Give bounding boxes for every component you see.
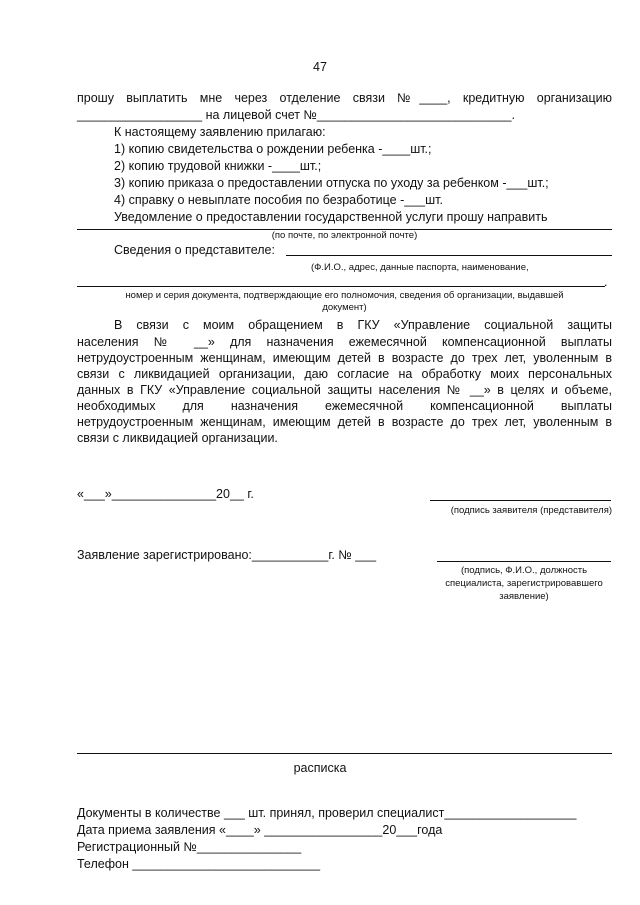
consent-line-5: данных в ГКУ «Управление социальной защиты населения № __» в целях и объеме, — [77, 383, 612, 397]
consent-line-4: связи с ликвидацией организации, даю согласие на обработку моих персональных — [77, 367, 612, 381]
opening-line-2: __________________ на лицевой счет №____________________________. — [77, 108, 515, 122]
registration-text: Заявление зарегистрировано:___________г. № ___ — [77, 548, 377, 562]
specialist-caption-2: специалиста, зарегистрировавшего — [445, 578, 603, 589]
receipt-divider — [77, 753, 612, 754]
specialist-caption-1: (подпись, Ф.И.О., должность — [460, 565, 588, 576]
specialist-signature-line — [437, 561, 611, 562]
consent-line-6: необходимых для назначения ежемесячной компенсационной выплаты — [77, 399, 612, 413]
representative-hint-3: документ) — [322, 302, 367, 313]
receipt-line-2: Дата приема заявления «____» _________________20___года — [77, 823, 443, 837]
representative-dot: . — [604, 275, 608, 289]
consent-line-7: нетрудоустроенным женщинам, имеющим детей в возрасте до трех лет, уволенным в — [77, 415, 612, 429]
opening-line-1: прошу выплатить мне через отделение связи №____, кредитную организацию — [77, 91, 612, 105]
attachments-intro: К настоящему заявлению прилагаю: — [114, 125, 326, 139]
consent-line-3: нетрудоустроенным женщинам, имеющим детей в возрасте до трех лет, уволенным в — [77, 351, 612, 365]
specialist-caption-3: заявление) — [499, 591, 549, 602]
representative-label: Сведения о представителе: — [114, 243, 275, 257]
representative-hint-2: номер и серия документа, подтверждающие его полномочия, сведения об организации, выдавшей — [125, 290, 564, 301]
receipt-line-1: Документы в количестве ___ шт. принял, проверил специалист___________________ — [77, 806, 577, 820]
consent-line-2: населения № __» для назначения ежемесячной компенсационной выплаты — [77, 335, 612, 349]
consent-last-line: связи с ликвидацией организации. — [77, 431, 278, 445]
delivery-hint: (по почте, по электронной почте) — [271, 230, 418, 241]
application-date: «___»_______________20__ г. — [77, 487, 254, 501]
attachment-item-3: 3) копию приказа о предоставлении отпуска по уходу за ребенком -___шт.; — [114, 176, 549, 190]
page-number: 47 — [313, 60, 327, 74]
notification-line: Уведомление о предоставлении государственной услуги прошу направить — [114, 210, 548, 224]
consent-line-1: В связи с моим обращением в ГКУ «Управление социальной защиты — [114, 318, 612, 332]
attachment-item-2: 2) копию трудовой книжки -____шт.; — [114, 159, 322, 173]
applicant-signature-caption: (подпись заявителя (представителя) — [450, 505, 612, 516]
attachment-item-4: 4) справку о невыплате пособия по безработице -___шт. — [114, 193, 443, 207]
representative-hint-1: (Ф.И.О., адрес, данные паспорта, наименование, — [311, 262, 529, 273]
receipt-line-3: Регистрационный №_______________ — [77, 840, 302, 854]
representative-line-2 — [77, 286, 605, 287]
representative-line — [286, 255, 612, 256]
attachment-item-1: 1) копию свидетельства о рождении ребенка -____шт.; — [114, 142, 432, 156]
receipt-title: расписка — [293, 761, 347, 775]
applicant-signature-line — [430, 500, 611, 501]
receipt-line-4: Телефон ___________________________ — [77, 857, 321, 871]
